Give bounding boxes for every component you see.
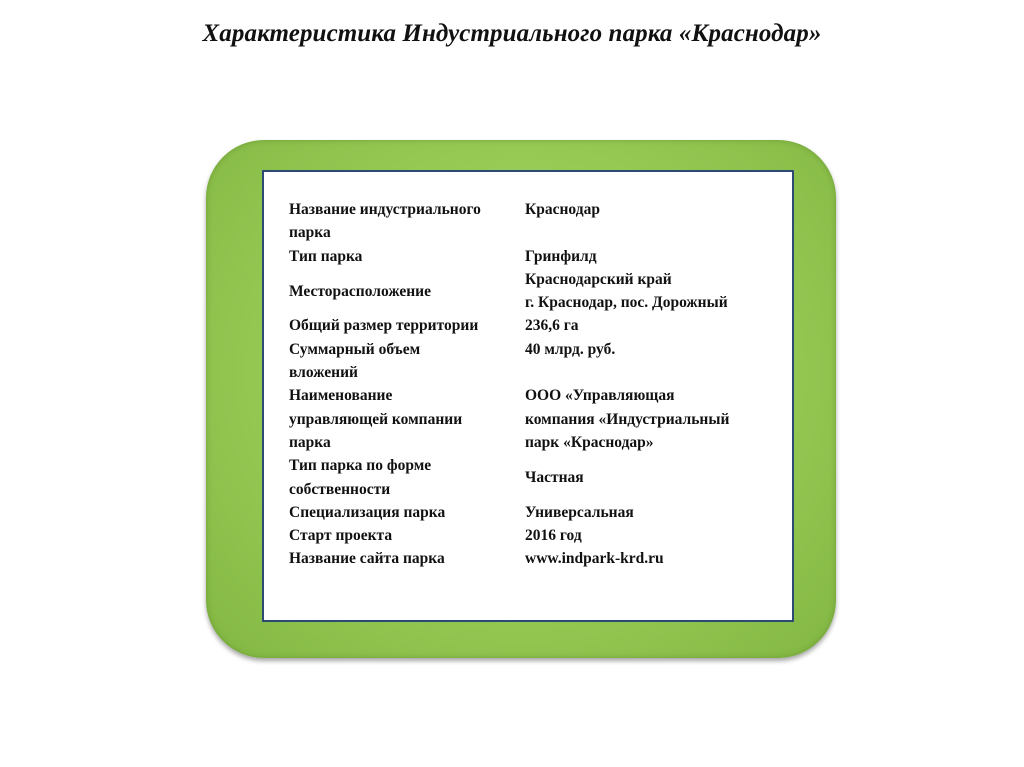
label-line: управляющей компании	[289, 410, 463, 428]
row-label	[289, 547, 525, 570]
park-characteristics-table	[289, 198, 769, 571]
label-line: Тип парка по форме	[289, 457, 432, 475]
table-row	[289, 314, 769, 337]
label-line: Тип парка	[289, 247, 363, 265]
value-line: Краснодар	[525, 201, 600, 218]
page-title: Характеристика Индустриального парка «Краснодар»	[202, 20, 822, 47]
row-label	[289, 268, 525, 315]
row-value	[525, 245, 769, 268]
row-value	[525, 501, 769, 524]
label-line: парка	[289, 433, 331, 451]
row-label	[289, 524, 525, 547]
table-row	[289, 198, 769, 245]
row-value	[525, 314, 769, 337]
value-line: Краснодарский край	[525, 270, 672, 288]
value-line: компания «Индустриальный	[525, 410, 730, 428]
row-value	[525, 454, 769, 501]
value-line: 236,6 га	[525, 317, 579, 335]
label-line: Суммарный объем	[289, 340, 421, 358]
label-line: Наименование	[289, 387, 393, 405]
row-label	[289, 314, 525, 337]
value-line: парк «Краснодар»	[525, 433, 654, 451]
label-line: Название индустриального	[289, 201, 481, 218]
table-row	[289, 268, 769, 315]
label-line: Название сайта парка	[289, 550, 445, 568]
table-row	[289, 524, 769, 547]
table-row	[289, 501, 769, 524]
value-line: Гринфилд	[525, 247, 597, 265]
label-line: Старт проекта	[289, 527, 393, 545]
label-line: Месторасположение	[289, 282, 431, 300]
table-row	[289, 338, 769, 385]
row-value	[525, 547, 769, 570]
table-row	[289, 454, 769, 501]
value-line: Универсальная	[525, 503, 634, 521]
row-label	[289, 245, 525, 268]
row-value	[525, 524, 769, 547]
table-row	[289, 547, 769, 570]
label-line: Общий размер территории	[289, 317, 479, 335]
row-value	[525, 198, 769, 245]
label-line: собственности	[289, 480, 391, 498]
label-line: парка	[289, 224, 331, 242]
table-row	[289, 245, 769, 268]
row-value	[525, 384, 769, 454]
value-line: ООО «Управляющая	[525, 387, 675, 405]
row-label	[289, 198, 525, 245]
value-line: 40 млрд. руб.	[525, 340, 616, 358]
label-line: вложений	[289, 364, 358, 382]
row-value	[525, 338, 769, 385]
row-value	[525, 268, 769, 315]
value-line: 2016 год	[525, 527, 582, 545]
row-label	[289, 454, 525, 501]
row-label	[289, 384, 525, 454]
value-line: Частная	[525, 468, 584, 486]
table-row	[289, 384, 769, 454]
row-label	[289, 501, 525, 524]
row-label	[289, 338, 525, 385]
label-line: Специализация парка	[289, 503, 446, 521]
value-line: www.indpark-krd.ru	[525, 550, 664, 568]
value-line: г. Краснодар, пос. Дорожный	[525, 294, 728, 312]
